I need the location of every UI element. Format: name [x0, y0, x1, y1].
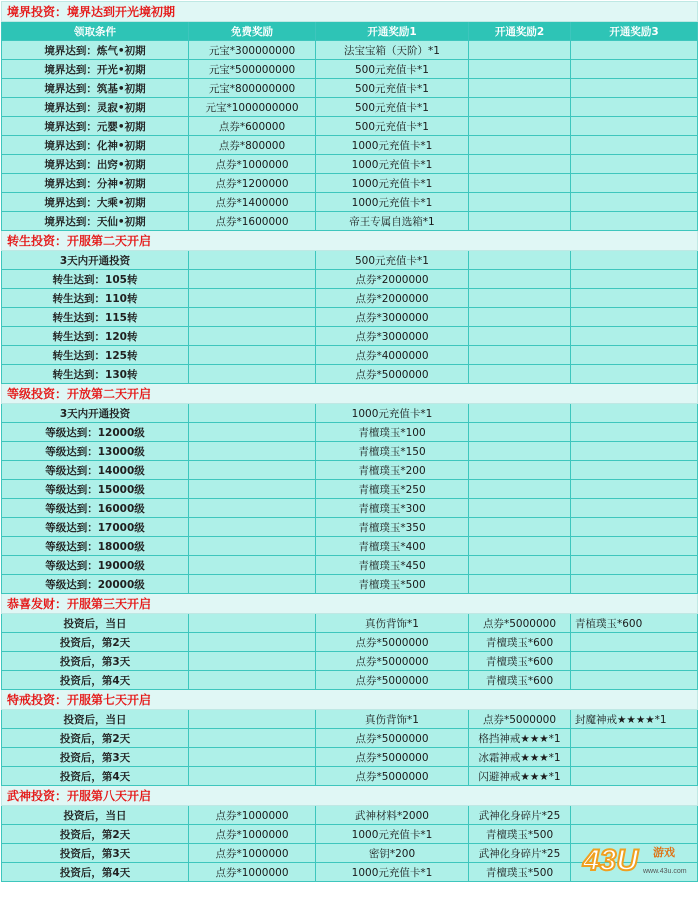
table-row	[2, 499, 698, 518]
condition-cell: 境界达到：化神•初期	[2, 136, 189, 155]
condition-cell: 投资后，当日	[2, 710, 189, 729]
reward-1-cell: 点券*5000000	[316, 748, 469, 767]
reward-table	[1, 1, 698, 882]
table-row	[2, 270, 698, 289]
section-title-row	[2, 231, 698, 251]
free-reward-cell	[189, 423, 316, 442]
condition-cell: 转生达到：115转	[2, 308, 189, 327]
table-row	[2, 98, 698, 117]
free-reward-cell: 元宝*800000000	[189, 79, 316, 98]
section-title: 恭喜发财：开服第三天开启	[2, 594, 698, 614]
reward-1-cell: 1000元充值卡*1	[316, 193, 469, 212]
reward-3-cell	[571, 806, 698, 825]
free-reward-cell: 点券*1000000	[189, 844, 316, 863]
condition-cell: 投资后，第3天	[2, 652, 189, 671]
reward-2-cell	[469, 41, 571, 60]
reward-2-cell	[469, 193, 571, 212]
reward-3-cell	[571, 729, 698, 748]
section-title-row	[2, 2, 698, 22]
condition-cell: 境界达到：大乘•初期	[2, 193, 189, 212]
reward-1-cell: 点券*2000000	[316, 289, 469, 308]
condition-cell: 等级达到：15000级	[2, 480, 189, 499]
column-header-row	[2, 22, 698, 41]
reward-2-cell	[469, 537, 571, 556]
reward-3-cell	[571, 327, 698, 346]
table-row	[2, 480, 698, 499]
free-reward-cell	[189, 289, 316, 308]
section-title-row	[2, 384, 698, 404]
reward-1-cell: 1000元充值卡*1	[316, 174, 469, 193]
reward-2-cell: 青檀璞玉*600	[469, 633, 571, 652]
free-reward-cell: 点券*1600000	[189, 212, 316, 231]
reward-3-cell	[571, 671, 698, 690]
reward-3-cell	[571, 499, 698, 518]
condition-cell: 等级达到：17000级	[2, 518, 189, 537]
column-header: 开通奖励2	[469, 22, 571, 41]
section-title-row	[2, 786, 698, 806]
free-reward-cell	[189, 499, 316, 518]
reward-1-cell: 点券*2000000	[316, 270, 469, 289]
table-row	[2, 117, 698, 136]
reward-3-cell	[571, 174, 698, 193]
table-row	[2, 41, 698, 60]
reward-3-cell	[571, 289, 698, 308]
condition-cell: 3天内开通投资	[2, 251, 189, 270]
reward-1-cell: 点券*3000000	[316, 308, 469, 327]
table-row	[2, 710, 698, 729]
table-row	[2, 212, 698, 231]
investment-reward-tables	[1, 1, 697, 882]
condition-cell: 等级达到：13000级	[2, 442, 189, 461]
reward-1-cell: 青檀璞玉*500	[316, 575, 469, 594]
condition-cell: 境界达到：灵寂•初期	[2, 98, 189, 117]
reward-3-cell	[571, 461, 698, 480]
reward-2-cell	[469, 155, 571, 174]
table-row	[2, 60, 698, 79]
condition-cell: 投资后，当日	[2, 614, 189, 633]
free-reward-cell: 点券*1000000	[189, 155, 316, 174]
table-row	[2, 575, 698, 594]
column-header: 开通奖励1	[316, 22, 469, 41]
reward-3-cell	[571, 767, 698, 786]
table-row	[2, 289, 698, 308]
reward-1-cell: 青檀璞玉*350	[316, 518, 469, 537]
reward-2-cell	[469, 60, 571, 79]
free-reward-cell	[189, 614, 316, 633]
reward-2-cell	[469, 518, 571, 537]
section-title: 境界投资：境界达到开光境初期	[2, 2, 698, 22]
reward-2-cell	[469, 136, 571, 155]
table-row	[2, 404, 698, 423]
table-row	[2, 806, 698, 825]
reward-3-cell	[571, 308, 698, 327]
reward-1-cell: 1000元充值卡*1	[316, 155, 469, 174]
condition-cell: 境界达到：分神•初期	[2, 174, 189, 193]
reward-2-cell: 冰霜神戒★★★*1	[469, 748, 571, 767]
free-reward-cell	[189, 442, 316, 461]
reward-3-cell	[571, 556, 698, 575]
table-row	[2, 174, 698, 193]
free-reward-cell: 点券*1400000	[189, 193, 316, 212]
table-row	[2, 308, 698, 327]
table-row	[2, 633, 698, 652]
column-header: 免费奖励	[189, 22, 316, 41]
free-reward-cell	[189, 556, 316, 575]
reward-2-cell	[469, 212, 571, 231]
table-row	[2, 518, 698, 537]
reward-1-cell: 青檀璞玉*200	[316, 461, 469, 480]
table-row	[2, 729, 698, 748]
free-reward-cell	[189, 633, 316, 652]
reward-2-cell	[469, 575, 571, 594]
reward-1-cell: 真伤背饰*1	[316, 710, 469, 729]
table-row	[2, 461, 698, 480]
reward-1-cell: 点券*5000000	[316, 729, 469, 748]
free-reward-cell	[189, 480, 316, 499]
table-row	[2, 537, 698, 556]
condition-cell: 等级达到：14000级	[2, 461, 189, 480]
reward-3-cell	[571, 518, 698, 537]
condition-cell: 投资后，第4天	[2, 863, 189, 882]
reward-2-cell: 闪避神戒★★★*1	[469, 767, 571, 786]
reward-3-cell	[571, 79, 698, 98]
svg-text:www.43u.com: www.43u.com	[643, 868, 687, 875]
reward-3-cell	[571, 117, 698, 136]
reward-1-cell: 青檀璞玉*100	[316, 423, 469, 442]
section-title: 特戒投资：开服第七天开启	[2, 690, 698, 710]
reward-2-cell	[469, 308, 571, 327]
reward-2-cell	[469, 480, 571, 499]
reward-3-cell	[571, 41, 698, 60]
reward-2-cell	[469, 251, 571, 270]
column-header: 开通奖励3	[571, 22, 698, 41]
free-reward-cell	[189, 767, 316, 786]
reward-2-cell	[469, 117, 571, 136]
reward-3-cell	[571, 155, 698, 174]
reward-2-cell: 青檀璞玉*500	[469, 825, 571, 844]
reward-3-cell	[571, 423, 698, 442]
reward-3-cell	[571, 136, 698, 155]
reward-3-cell	[571, 537, 698, 556]
reward-1-cell: 点券*5000000	[316, 671, 469, 690]
reward-1-cell: 青檀璞玉*450	[316, 556, 469, 575]
condition-cell: 3天内开通投资	[2, 404, 189, 423]
condition-cell: 投资后，当日	[2, 806, 189, 825]
condition-cell: 转生达到：120转	[2, 327, 189, 346]
column-header: 领取条件	[2, 22, 189, 41]
reward-2-cell: 点券*5000000	[469, 614, 571, 633]
table-row	[2, 652, 698, 671]
condition-cell: 转生达到：125转	[2, 346, 189, 365]
reward-3-cell	[571, 60, 698, 79]
reward-2-cell: 点券*5000000	[469, 710, 571, 729]
condition-cell: 境界达到：开光•初期	[2, 60, 189, 79]
reward-2-cell	[469, 327, 571, 346]
free-reward-cell	[189, 365, 316, 384]
reward-1-cell: 500元充值卡*1	[316, 79, 469, 98]
reward-3-cell	[571, 193, 698, 212]
reward-2-cell: 格挡神戒★★★*1	[469, 729, 571, 748]
reward-2-cell	[469, 365, 571, 384]
reward-3-cell	[571, 480, 698, 499]
reward-3-cell	[571, 270, 698, 289]
reward-2-cell	[469, 174, 571, 193]
reward-1-cell: 法宝宝箱（天阶）*1	[316, 41, 469, 60]
free-reward-cell: 点券*800000	[189, 136, 316, 155]
condition-cell: 转生达到：105转	[2, 270, 189, 289]
section-title: 转生投资：开服第二天开启	[2, 231, 698, 251]
free-reward-cell	[189, 729, 316, 748]
reward-1-cell: 点券*3000000	[316, 327, 469, 346]
reward-2-cell	[469, 461, 571, 480]
reward-3-cell	[571, 404, 698, 423]
free-reward-cell: 点券*1200000	[189, 174, 316, 193]
reward-3-cell	[571, 365, 698, 384]
free-reward-cell: 元宝*300000000	[189, 41, 316, 60]
reward-1-cell: 点券*5000000	[316, 767, 469, 786]
reward-2-cell: 青檀璞玉*500	[469, 863, 571, 882]
reward-2-cell	[469, 404, 571, 423]
table-row	[2, 327, 698, 346]
reward-1-cell: 青檀璞玉*300	[316, 499, 469, 518]
reward-1-cell: 点券*5000000	[316, 365, 469, 384]
reward-1-cell: 1000元充值卡*1	[316, 136, 469, 155]
condition-cell: 投资后，第4天	[2, 671, 189, 690]
condition-cell: 境界达到：元婴•初期	[2, 117, 189, 136]
free-reward-cell	[189, 710, 316, 729]
free-reward-cell: 点券*1000000	[189, 806, 316, 825]
table-row	[2, 442, 698, 461]
free-reward-cell	[189, 652, 316, 671]
condition-cell: 境界达到：出窍•初期	[2, 155, 189, 174]
reward-1-cell: 1000元充值卡*1	[316, 404, 469, 423]
condition-cell: 投资后，第3天	[2, 748, 189, 767]
reward-3-cell	[571, 212, 698, 231]
table-row	[2, 423, 698, 442]
free-reward-cell	[189, 308, 316, 327]
condition-cell: 境界达到：天仙•初期	[2, 212, 189, 231]
reward-table-body	[2, 2, 698, 882]
section-title: 武神投资：开服第八天开启	[2, 786, 698, 806]
reward-2-cell	[469, 556, 571, 575]
free-reward-cell: 元宝*500000000	[189, 60, 316, 79]
reward-2-cell: 武神化身碎片*25	[469, 806, 571, 825]
table-row	[2, 346, 698, 365]
reward-1-cell: 1000元充值卡*1	[316, 863, 469, 882]
condition-cell: 转生达到：110转	[2, 289, 189, 308]
free-reward-cell	[189, 270, 316, 289]
condition-cell: 等级达到：20000级	[2, 575, 189, 594]
reward-1-cell: 1000元充值卡*1	[316, 825, 469, 844]
free-reward-cell: 点券*1000000	[189, 863, 316, 882]
reward-1-cell: 密钥*200	[316, 844, 469, 863]
free-reward-cell: 点券*1000000	[189, 825, 316, 844]
free-reward-cell	[189, 575, 316, 594]
reward-1-cell: 点券*5000000	[316, 652, 469, 671]
reward-3-cell	[571, 442, 698, 461]
section-title: 等级投资：开放第二天开启	[2, 384, 698, 404]
table-row	[2, 365, 698, 384]
reward-3-cell: 封魔神戒★★★★*1	[571, 710, 698, 729]
reward-2-cell: 武神化身碎片*25	[469, 844, 571, 863]
reward-1-cell: 500元充值卡*1	[316, 98, 469, 117]
reward-3-cell	[571, 251, 698, 270]
condition-cell: 投资后，第2天	[2, 633, 189, 652]
reward-3-cell: 青植璞玉*600	[571, 614, 698, 633]
reward-2-cell	[469, 289, 571, 308]
free-reward-cell	[189, 518, 316, 537]
table-row	[2, 79, 698, 98]
table-row	[2, 748, 698, 767]
free-reward-cell: 点券*600000	[189, 117, 316, 136]
condition-cell: 等级达到：18000级	[2, 537, 189, 556]
reward-1-cell: 青檀璞玉*250	[316, 480, 469, 499]
reward-1-cell: 武神材料*2000	[316, 806, 469, 825]
section-title-row	[2, 594, 698, 614]
free-reward-cell	[189, 748, 316, 767]
reward-1-cell: 真伤背饰*1	[316, 614, 469, 633]
reward-2-cell	[469, 442, 571, 461]
43u-logo-icon	[579, 840, 693, 878]
reward-2-cell	[469, 270, 571, 289]
section-title-row	[2, 690, 698, 710]
condition-cell: 投资后，第2天	[2, 729, 189, 748]
table-row	[2, 193, 698, 212]
reward-3-cell	[571, 346, 698, 365]
table-row	[2, 155, 698, 174]
table-row	[2, 556, 698, 575]
reward-2-cell	[469, 79, 571, 98]
reward-1-cell: 点券*5000000	[316, 633, 469, 652]
svg-text:游戏: 游戏	[653, 846, 675, 859]
reward-1-cell: 青檀璞玉*150	[316, 442, 469, 461]
condition-cell: 转生达到：130转	[2, 365, 189, 384]
condition-cell: 等级达到：12000级	[2, 423, 189, 442]
condition-cell: 等级达到：19000级	[2, 556, 189, 575]
condition-cell: 境界达到：筑基•初期	[2, 79, 189, 98]
free-reward-cell	[189, 346, 316, 365]
free-reward-cell	[189, 671, 316, 690]
reward-1-cell: 500元充值卡*1	[316, 251, 469, 270]
table-row	[2, 251, 698, 270]
condition-cell: 等级达到：16000级	[2, 499, 189, 518]
free-reward-cell	[189, 404, 316, 423]
condition-cell: 投资后，第3天	[2, 844, 189, 863]
reward-3-cell	[571, 98, 698, 117]
free-reward-cell	[189, 461, 316, 480]
condition-cell: 投资后，第4天	[2, 767, 189, 786]
reward-1-cell: 帝王专属自选箱*1	[316, 212, 469, 231]
table-row	[2, 614, 698, 633]
reward-3-cell	[571, 652, 698, 671]
free-reward-cell	[189, 251, 316, 270]
condition-cell: 投资后，第2天	[2, 825, 189, 844]
free-reward-cell	[189, 327, 316, 346]
reward-2-cell: 青檀璞玉*600	[469, 671, 571, 690]
svg-text:43U: 43U	[583, 844, 639, 877]
free-reward-cell: 元宝*1000000000	[189, 98, 316, 117]
reward-2-cell: 青檀璞玉*600	[469, 652, 571, 671]
reward-3-cell	[571, 575, 698, 594]
table-row	[2, 136, 698, 155]
reward-3-cell	[571, 748, 698, 767]
reward-2-cell	[469, 423, 571, 442]
table-row	[2, 671, 698, 690]
reward-1-cell: 500元充值卡*1	[316, 117, 469, 136]
condition-cell: 境界达到：炼气•初期	[2, 41, 189, 60]
reward-2-cell	[469, 499, 571, 518]
reward-1-cell: 点券*4000000	[316, 346, 469, 365]
reward-1-cell: 青檀璞玉*400	[316, 537, 469, 556]
table-row	[2, 767, 698, 786]
reward-1-cell: 500元充值卡*1	[316, 60, 469, 79]
free-reward-cell	[189, 537, 316, 556]
reward-2-cell	[469, 98, 571, 117]
reward-2-cell	[469, 346, 571, 365]
reward-3-cell	[571, 633, 698, 652]
